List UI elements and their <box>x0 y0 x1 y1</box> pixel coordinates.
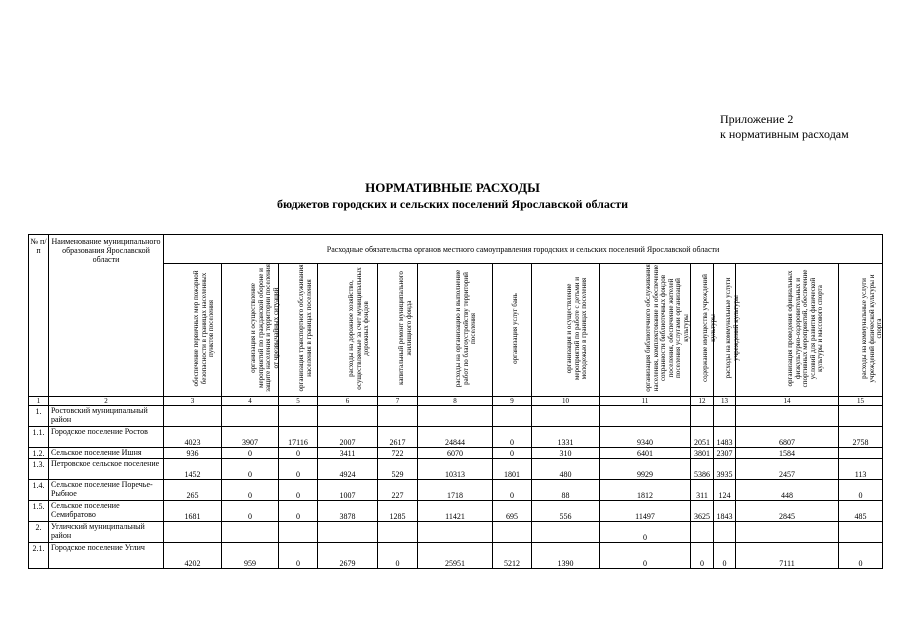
row-value: 6807 <box>736 427 839 448</box>
appendix-caption <box>720 112 849 142</box>
row-value <box>279 406 318 427</box>
column-header <box>736 264 839 397</box>
column-number-row <box>29 397 883 406</box>
row-value <box>714 406 736 427</box>
row-value: 1843 <box>714 501 736 522</box>
row-value: 1331 <box>532 427 600 448</box>
row-value: 2679 <box>318 543 378 569</box>
row-value: 0 <box>714 543 736 569</box>
row-value: 2051 <box>691 427 714 448</box>
column-number: 12 <box>691 397 714 406</box>
appendix-line-1: Приложение 2 <box>720 112 794 126</box>
row-value: 9340 <box>600 427 691 448</box>
column-header <box>418 264 493 397</box>
row-value: 113 <box>839 459 883 480</box>
row-value: 0 <box>222 448 279 459</box>
column-header-label: расходы на организацию и выполнение работ по благоустройству территорий поселения <box>454 269 477 387</box>
column-number: 6 <box>318 397 378 406</box>
row-number: 1.2. <box>29 448 49 459</box>
row-value <box>532 522 600 543</box>
row-number: 1.1. <box>29 427 49 448</box>
row-value: 3625 <box>691 501 714 522</box>
column-header <box>318 264 378 397</box>
row-number: 1.5. <box>29 501 49 522</box>
row-value: 124 <box>714 480 736 501</box>
row-value: 1390 <box>532 543 600 569</box>
row-value: 17116 <box>279 427 318 448</box>
column-header <box>839 264 883 397</box>
row-value <box>378 522 418 543</box>
column-header-label: организация библиотечного обслуживания населения, комплектование и обеспечение сохранности библиотечных фондов поселения, обеспечение жителей поселения услугами организаций культуры <box>644 264 690 392</box>
column-header-label: обеспечение первичных мер пожарной безопасности в границах населенных пунктов поселения <box>191 270 215 386</box>
row-value: 0 <box>839 480 883 501</box>
column-number: 5 <box>279 397 318 406</box>
column-number: 13 <box>714 397 736 406</box>
row-value <box>736 522 839 543</box>
row-value: 5212 <box>493 543 532 569</box>
row-value <box>493 522 532 543</box>
column-header-label: организация услуг бань <box>511 292 519 364</box>
row-value: 6401 <box>600 448 691 459</box>
row-value: 24844 <box>418 427 493 448</box>
column-header <box>714 264 739 397</box>
column-number: 10 <box>532 397 600 406</box>
row-value <box>736 406 839 427</box>
table-row <box>29 480 883 501</box>
row-value: 1812 <box>600 480 691 501</box>
row-value: 9929 <box>600 459 691 480</box>
table-row <box>29 543 883 569</box>
row-value: 556 <box>532 501 600 522</box>
row-value <box>839 406 883 427</box>
row-value: 0 <box>378 543 418 569</box>
row-number: 2.1. <box>29 543 49 569</box>
row-name: Ростовский муниципальный район <box>49 406 164 427</box>
row-value: 0 <box>600 522 691 543</box>
row-value: 4924 <box>318 459 378 480</box>
row-value: 2845 <box>736 501 839 522</box>
row-value: 0 <box>493 427 532 448</box>
column-header-label: организация и осуществление мероприятий по работе с детьми и молодежью в границах поселения <box>564 276 588 380</box>
table-row <box>29 459 883 480</box>
column-number: 14 <box>736 397 839 406</box>
row-value: 5386 <box>691 459 714 480</box>
row-value: 1452 <box>164 459 222 480</box>
table-row <box>29 427 883 448</box>
column-header-label: расходы на коммунальные услуги учреждений культуры <box>723 277 739 379</box>
row-value <box>691 406 714 427</box>
row-number: 1.3. <box>29 459 49 480</box>
column-header <box>532 264 600 397</box>
document-title: НОРМАТИВНЫЕ РАСХОДЫ <box>365 180 540 195</box>
row-value <box>378 406 418 427</box>
row-name: Сельское поселение Семибратово <box>49 501 164 522</box>
row-value: 2617 <box>378 427 418 448</box>
row-number: 1.4. <box>29 480 49 501</box>
row-value: 2457 <box>736 459 839 480</box>
row-value: 480 <box>532 459 600 480</box>
column-header-label: капитальный ремонт муниципального жилищного фонда <box>396 271 412 385</box>
row-value: 1718 <box>418 480 493 501</box>
row-value: 11421 <box>418 501 493 522</box>
row-value <box>839 522 883 543</box>
row-name: Городское поселение Углич <box>49 543 164 569</box>
row-value: 265 <box>164 480 222 501</box>
row-value <box>418 406 493 427</box>
row-value <box>222 522 279 543</box>
column-header-label: организация и осуществление мероприятий по гражданской обороне и защите населения и территории поселения от чрезвычайных ситуаций <box>249 264 280 392</box>
row-name: Городское поселение Ростов <box>49 427 164 448</box>
appendix-line-2: к нормативным расходам <box>720 127 849 141</box>
row-name: Сельское поселение Ишня <box>49 448 164 459</box>
row-number: 2. <box>29 522 49 543</box>
row-value: 0 <box>839 543 883 569</box>
row-value: 25951 <box>418 543 493 569</box>
row-value <box>279 522 318 543</box>
row-value <box>714 522 736 543</box>
row-value: 0 <box>279 543 318 569</box>
column-header <box>493 264 532 397</box>
column-header-label: организация проведения официальных физкультурно-оздоровительных и спортивных мероприятий, обеспечение условий для развития физической культуры и массового спорта <box>786 269 824 387</box>
table-row <box>29 406 883 427</box>
header-obligations: Расходные обязательства органов местного самоуправления городских и сельских поселений Ярославской области <box>164 235 883 264</box>
row-value: 227 <box>378 480 418 501</box>
column-number: 9 <box>493 397 532 406</box>
row-value: 1483 <box>714 427 736 448</box>
row-value: 1681 <box>164 501 222 522</box>
row-value: 10313 <box>418 459 493 480</box>
column-header <box>164 264 222 397</box>
row-value: 0 <box>691 543 714 569</box>
row-value: 4023 <box>164 427 222 448</box>
row-value: 0 <box>279 480 318 501</box>
row-value <box>532 406 600 427</box>
row-value: 959 <box>222 543 279 569</box>
row-value <box>418 522 493 543</box>
row-value: 2307 <box>714 448 736 459</box>
header-num: № п/п <box>29 235 49 397</box>
row-value: 0 <box>279 459 318 480</box>
row-value <box>318 406 378 427</box>
row-value: 7111 <box>736 543 839 569</box>
row-value: 0 <box>279 501 318 522</box>
row-value: 88 <box>532 480 600 501</box>
row-number: 1. <box>29 406 49 427</box>
row-value: 3935 <box>714 459 736 480</box>
row-value: 0 <box>222 501 279 522</box>
column-header-label: организация транспортного обслуживания населения в границах поселения <box>297 264 313 392</box>
column-number: 11 <box>600 397 691 406</box>
column-header <box>691 264 717 397</box>
column-number: 2 <box>49 397 164 406</box>
row-value <box>600 406 691 427</box>
row-value: 0 <box>279 448 318 459</box>
column-number: 4 <box>222 397 279 406</box>
table-row <box>29 522 883 543</box>
column-number: 7 <box>378 397 418 406</box>
row-value: 6070 <box>418 448 493 459</box>
column-number: 15 <box>839 397 883 406</box>
row-value: 2007 <box>318 427 378 448</box>
table-row <box>29 448 883 459</box>
row-value <box>839 448 883 459</box>
row-value: 4202 <box>164 543 222 569</box>
row-value: 3801 <box>691 448 714 459</box>
column-header-label: расходы на коммунальные услуги учреждений физической культуры и спорта <box>859 274 883 382</box>
column-number: 1 <box>29 397 49 406</box>
row-value: 1285 <box>378 501 418 522</box>
row-value <box>318 522 378 543</box>
row-value: 1801 <box>493 459 532 480</box>
row-value: 936 <box>164 448 222 459</box>
row-value: 311 <box>691 480 714 501</box>
column-header <box>222 264 279 397</box>
column-header-label: расходы на дорожное хозяйство, осуществляемые за счет муниципальных дорожных фондов <box>346 266 370 390</box>
column-header <box>600 264 691 397</box>
row-value <box>164 522 222 543</box>
row-value: 1007 <box>318 480 378 501</box>
row-value: 0 <box>493 480 532 501</box>
table-row <box>29 501 883 522</box>
row-value <box>691 522 714 543</box>
row-name: Сельское поселение Поречье-Рыбное <box>49 480 164 501</box>
row-name: Угличский муниципальный район <box>49 522 164 543</box>
header-row-top <box>29 235 883 264</box>
table-body <box>29 406 883 569</box>
row-value: 11497 <box>600 501 691 522</box>
row-value: 310 <box>532 448 600 459</box>
norms-table <box>28 234 883 569</box>
row-value: 695 <box>493 501 532 522</box>
row-value: 448 <box>736 480 839 501</box>
row-value: 2758 <box>839 427 883 448</box>
row-name: Петровское сельское поселение <box>49 459 164 480</box>
row-value: 0 <box>493 448 532 459</box>
column-header <box>378 264 418 397</box>
row-value: 485 <box>839 501 883 522</box>
row-value: 3907 <box>222 427 279 448</box>
row-value: 3878 <box>318 501 378 522</box>
column-header-label: содержание имущества учреждений культуры <box>701 274 717 382</box>
row-value: 3411 <box>318 448 378 459</box>
row-value: 0 <box>222 459 279 480</box>
row-value: 529 <box>378 459 418 480</box>
row-value <box>164 406 222 427</box>
header-name: Наименование муниципального образования Ярославской области <box>49 235 164 397</box>
row-value <box>493 406 532 427</box>
row-value: 722 <box>378 448 418 459</box>
row-value: 0 <box>222 480 279 501</box>
column-number: 3 <box>164 397 222 406</box>
column-number: 8 <box>418 397 493 406</box>
column-header <box>279 264 318 397</box>
row-value <box>222 406 279 427</box>
row-value: 0 <box>600 543 691 569</box>
row-value: 1584 <box>736 448 839 459</box>
document-subtitle: бюджетов городских и сельских поселений Ярославской области <box>276 197 629 211</box>
